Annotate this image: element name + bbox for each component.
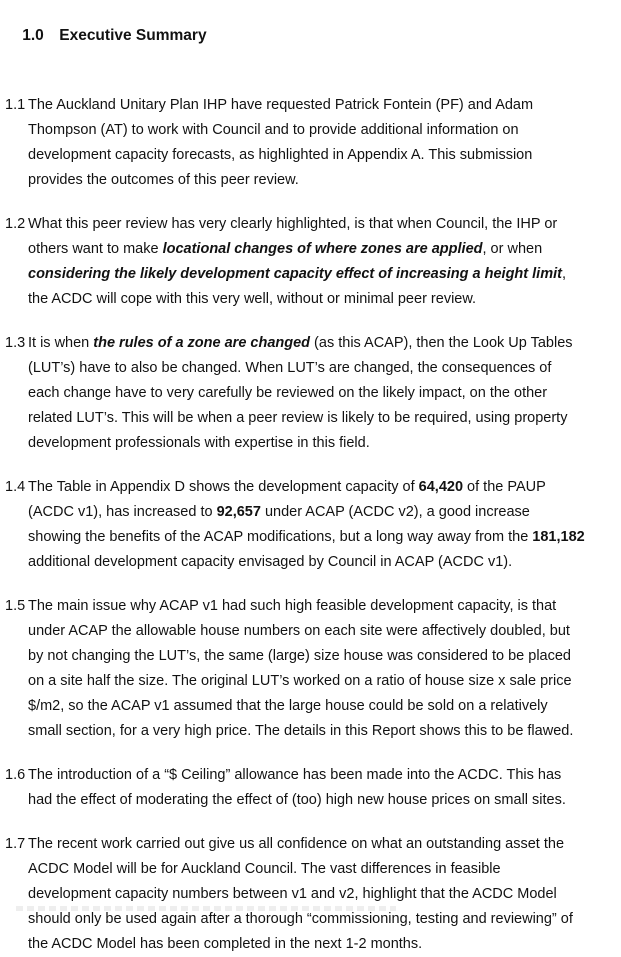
text-line xyxy=(28,143,611,168)
paragraph xyxy=(0,212,621,312)
text-run: under ACAP the allowable house numbers on each site were affectively doubled, but xyxy=(28,623,570,639)
text-run: the ACDC Model has been completed in the next 1-2 months. xyxy=(28,936,423,952)
text-line xyxy=(28,118,611,143)
text-run: The Table in Appendix D shows the development capacity of xyxy=(28,479,419,495)
paragraph-number: 1.5 xyxy=(5,598,26,614)
text-run: development capacity numbers between v1 and v2, highlight that the ACDC Model xyxy=(28,886,557,902)
paragraph-text xyxy=(28,763,611,813)
section-title: Executive Summary xyxy=(59,27,207,44)
paragraph xyxy=(0,594,621,744)
text-run: Thompson (AT) to work with Council and to provide additional information on xyxy=(28,122,519,138)
text-run: 92,657 xyxy=(216,504,261,520)
text-run: 64,420 xyxy=(418,479,464,495)
paragraph-number: 1.2 xyxy=(5,216,26,232)
text-line xyxy=(28,788,611,813)
text-line xyxy=(28,381,611,406)
text-line xyxy=(28,694,611,719)
text-line xyxy=(28,525,611,550)
text-run: the ACDC will cope with this very well, without or minimal peer review. xyxy=(28,291,477,307)
text-run: small section, for a very high price. The details in this Report shows this to be flawed. xyxy=(28,723,574,739)
clipped-text-remnant xyxy=(16,906,396,911)
text-line xyxy=(28,857,611,882)
paragraph-list xyxy=(0,93,621,957)
text-run: $/m2, so the ACAP v1 assumed that the large house could be sold on a relatively xyxy=(28,698,548,714)
text-run: should only be used again after a thorough “commissioning, testing and reviewing” of xyxy=(28,911,573,927)
paragraph-number: 1.3 xyxy=(5,335,26,351)
paragraph-text xyxy=(28,93,611,193)
text-line xyxy=(28,93,611,118)
text-line xyxy=(28,619,611,644)
text-run: had the effect of moderating the effect of (too) high new house prices on small sites. xyxy=(28,792,566,808)
text-line xyxy=(28,331,611,356)
paragraph-text xyxy=(28,594,611,744)
text-run: The Auckland Unitary Plan IHP have requested Patrick Fontein (PF) and Adam xyxy=(28,97,534,113)
text-line xyxy=(28,287,611,312)
text-line xyxy=(28,719,611,744)
text-run: under ACAP (ACDC v2), a good increase xyxy=(260,504,530,520)
text-line xyxy=(28,212,611,237)
text-run: (ACDC v1), has increased to xyxy=(28,504,217,520)
text-run: locational changes of where zones are applied xyxy=(162,241,483,257)
paragraph xyxy=(0,331,621,456)
text-line xyxy=(28,763,611,788)
paragraph-text xyxy=(28,212,611,312)
section-heading xyxy=(0,0,621,66)
text-run: What this peer review has very clearly highlighted, is that when Council, the IHP or xyxy=(28,216,558,232)
text-run: The recent work carried out give us all confidence on what an outstanding asset the xyxy=(28,836,565,852)
text-line xyxy=(28,406,611,431)
paragraph xyxy=(0,475,621,575)
text-run: ACDC Model will be for Auckland Council. The vast differences in feasible xyxy=(28,861,501,877)
paragraph-number: 1.1 xyxy=(5,97,26,113)
text-line xyxy=(28,594,611,619)
text-line xyxy=(28,356,611,381)
text-line xyxy=(28,832,611,857)
paragraph xyxy=(0,93,621,193)
text-run: related LUT’s. This will be when a peer review is likely to be required, using property xyxy=(28,410,568,426)
text-line xyxy=(28,550,611,575)
text-line xyxy=(28,669,611,694)
text-run: on a site half the size. The original LUT’s worked on a ratio of house size x sale price xyxy=(28,673,572,689)
paragraph-text xyxy=(28,331,611,456)
text-run: showing the benefits of the ACAP modifications, but a long way away from the xyxy=(28,529,533,545)
paragraph-number: 1.4 xyxy=(5,479,26,495)
text-run: the rules of a zone are changed xyxy=(93,335,311,351)
text-run: , xyxy=(561,266,566,282)
text-run: (as this ACAP), then the Look Up Tables xyxy=(310,335,573,351)
text-run: It is when xyxy=(28,335,94,351)
text-line xyxy=(28,237,611,262)
paragraph-text xyxy=(28,832,611,957)
paragraph-number: 1.7 xyxy=(5,836,26,852)
text-line xyxy=(28,932,611,957)
text-run: , or when xyxy=(482,241,543,257)
section-number: 1.0 xyxy=(22,27,44,44)
paragraph xyxy=(0,763,621,813)
paragraph-number: 1.6 xyxy=(5,767,26,783)
text-run: considering the likely development capacity effect of increasing a height limit xyxy=(28,266,562,282)
paragraph xyxy=(0,832,621,957)
paragraph-text xyxy=(28,475,611,575)
text-line xyxy=(28,644,611,669)
text-run: development professionals with expertise in this field. xyxy=(28,435,370,451)
text-run: each change have to very carefully be reviewed on the likely impact, on the other xyxy=(28,385,548,401)
text-line xyxy=(28,168,611,193)
text-line xyxy=(28,882,611,907)
text-run: others want to make xyxy=(28,241,163,257)
text-line xyxy=(28,475,611,500)
text-run: development capacity forecasts, as highlighted in Appendix A. This submission xyxy=(28,147,533,163)
text-run: 181,182 xyxy=(532,529,585,545)
text-run: The main issue why ACAP v1 had such high feasible development capacity, is that xyxy=(28,598,557,614)
text-run: by not changing the LUT’s, the same (large) size house was considered to be placed xyxy=(28,648,571,664)
text-line xyxy=(28,500,611,525)
text-line xyxy=(28,431,611,456)
text-line xyxy=(28,262,611,287)
text-run: additional development capacity envisaged by Council in ACAP (ACDC v1). xyxy=(28,554,513,570)
text-run: The introduction of a “$ Ceiling” allowance has been made into the ACDC. This has xyxy=(28,767,562,783)
text-run: (LUT’s) have to also be changed. When LUT’s are changed, the consequences of xyxy=(28,360,552,376)
text-run: of the PAUP xyxy=(463,479,546,495)
text-run: provides the outcomes of this peer review. xyxy=(28,172,299,188)
